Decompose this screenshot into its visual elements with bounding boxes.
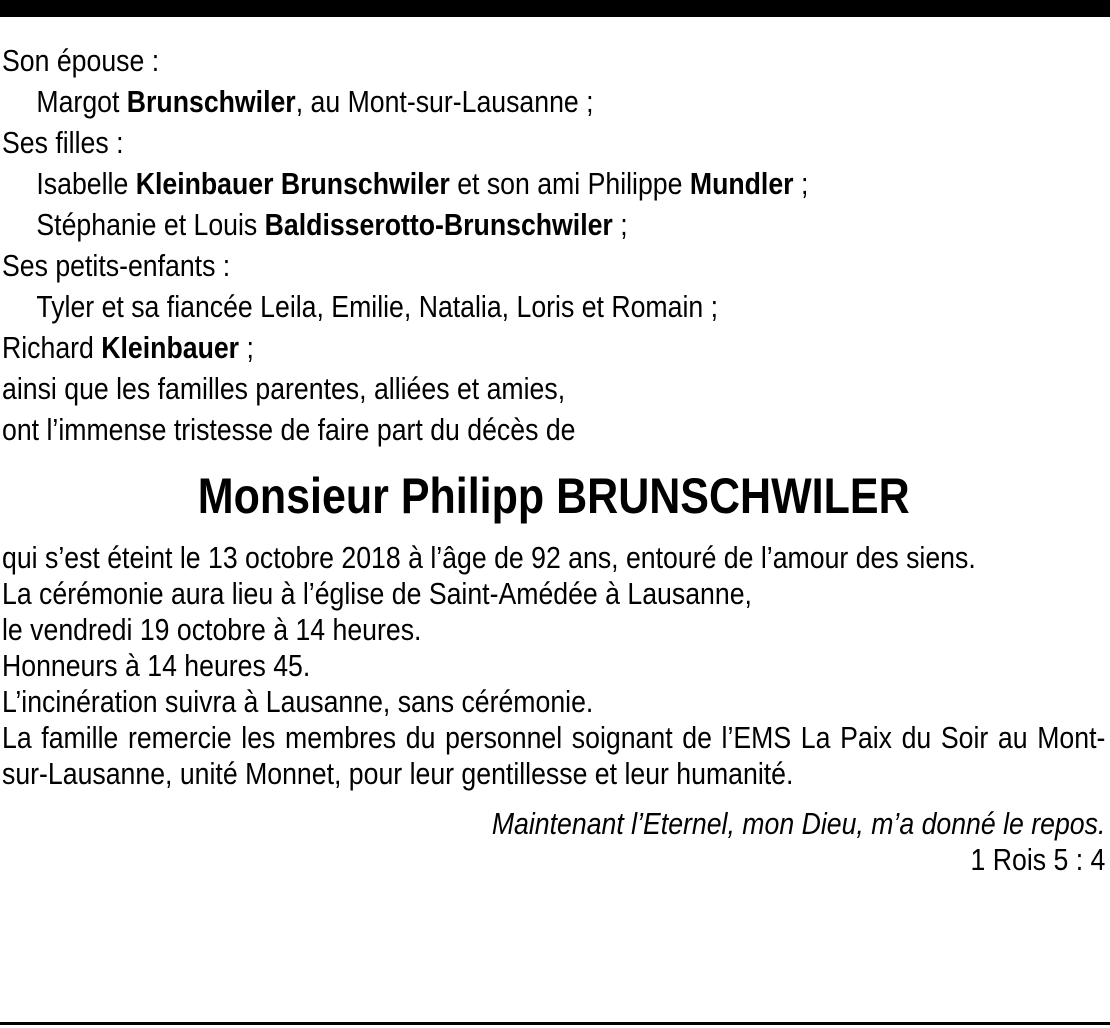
extended-family-text: ainsi que les familles parentes, alliées et amies, (2, 371, 566, 406)
daughter-entry-2 (2, 204, 1105, 245)
daughters-label: Ses filles : (2, 125, 124, 160)
spouse-last-name: Brunschwiler (126, 84, 296, 119)
cremation-text: L’incinération suivra à Lausanne, sans cérémonie. (2, 684, 594, 719)
grandchildren-entry: Tyler et sa fiancée Leila, Emilie, Natalia, Loris et Romain ; (36, 289, 719, 324)
spouse-label: Son épouse : (2, 43, 160, 78)
daughter2-end: ; (612, 207, 628, 242)
deceased-name: Monsieur Philipp BRUNSCHWILER (197, 468, 910, 524)
obituary-notice (2, 40, 1105, 878)
bottom-rule (0, 1022, 1110, 1025)
daughter1-partner-last-name: Mundler (689, 166, 794, 201)
grandchildren-label: Ses petits-enfants : (2, 248, 231, 283)
daughter-entry-1 (2, 163, 1105, 204)
daughter1-last-name: Kleinbauer Brunschwiler (135, 166, 450, 201)
other-relative-entry (2, 327, 1105, 368)
bible-verse: Maintenant l’Eternel, mon Dieu, m’a donné le repos. (491, 806, 1106, 841)
bible-reference: 1 Rois 5 : 4 (970, 842, 1106, 877)
top-rule (0, 0, 1110, 17)
ceremony-line-2: le vendredi 19 octobre à 14 heures. (2, 612, 422, 647)
honours-text: Honneurs à 14 heures 45. (2, 648, 311, 683)
daughter1-first-name: Isabelle (36, 166, 136, 201)
spouse-location: , au Mont-sur-Lausanne ; (295, 84, 594, 119)
other-end: ; (239, 330, 254, 365)
other-first-name: Richard (2, 330, 102, 365)
thanks-text: La famille remercie les membres du personnel soignant de l’EMS La Paix du Soir au Mont-sur-Lausanne, unité Monnet, pour leur gentillesse et leur humanité. (2, 720, 1106, 791)
daughter1-partner-text: et son ami Philippe (449, 166, 690, 201)
daughter1-end: ; (793, 166, 809, 201)
spouse-entry (2, 81, 1105, 122)
other-last-name: Kleinbauer (101, 330, 240, 365)
death-details: qui s’est éteint le 13 octobre 2018 à l’âge de 92 ans, entouré de l’amour des siens. (2, 540, 976, 575)
spouse-first-name: Margot (36, 84, 127, 119)
daughter2-first-names: Stéphanie et Louis (36, 207, 265, 242)
announcement-text: ont l’immense tristesse de faire part du décès de (2, 412, 576, 447)
daughter2-last-name: Baldisserotto-Brunschwiler (264, 207, 613, 242)
ceremony-line-1: La cérémonie aura lieu à l’église de Saint-Amédée à Lausanne, (2, 576, 752, 611)
